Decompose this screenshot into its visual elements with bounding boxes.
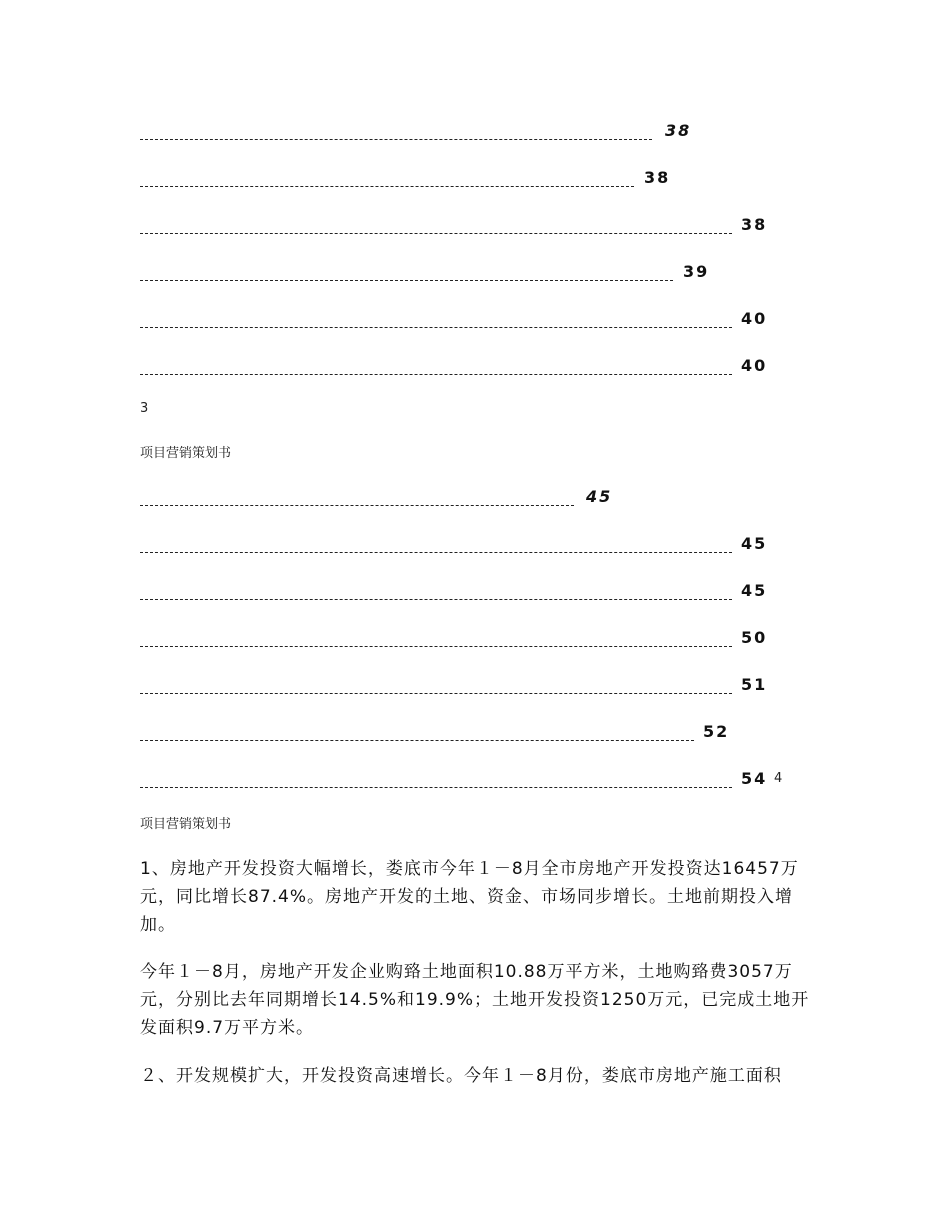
- leader-dashes: [140, 186, 634, 187]
- leader-dashes: [140, 233, 732, 234]
- leader-dashes: [140, 552, 732, 553]
- toc-page-number: 52: [703, 722, 730, 741]
- page-header: 项目营销策划书: [140, 817, 232, 832]
- toc-entry: [140, 766, 800, 790]
- leader-dashes: [140, 327, 732, 328]
- toc-page-number: 50: [741, 628, 768, 647]
- page-header: 项目营销策划书: [140, 446, 232, 461]
- leader-dashes: [140, 646, 732, 647]
- body-paragraph-1: 1、房地产开发投资大幅增长，娄底市今年１－8月全市房地产开发投资达16457万元，同比增长87.4%。房地产开发的土地、资金、市场同步增长。土地前期投入增加。: [140, 859, 799, 935]
- leader-dashes: [140, 374, 732, 375]
- toc-page-number: 38: [741, 215, 768, 234]
- leader-dashes: [140, 599, 732, 600]
- toc-page-number: 39: [683, 262, 710, 281]
- toc-page-number: 51: [741, 675, 768, 694]
- page-number: 4: [774, 771, 783, 786]
- body-paragraph-2: 今年１－8月，房地产开发企业购臵土地面积10.88万平方米，土地购臵费3057万元，分别比去年同期增长14.5%和19.9%；土地开发投资1250万元，已完成土地开发面积9.7万平方米。: [140, 962, 810, 1038]
- leader-dashes: [140, 740, 694, 741]
- body-paragraph-3: ２、开发规模扩大，开发投资高速增长。今年１－8月份，娄底市房地产施工面积: [140, 1066, 782, 1086]
- toc-page-number: 45: [741, 581, 768, 600]
- page-number: 3: [140, 401, 149, 416]
- toc-page-number: 45: [586, 487, 613, 506]
- toc-entry: [140, 484, 620, 508]
- toc-page-number: 38: [644, 168, 671, 187]
- leader-dashes: [140, 787, 732, 788]
- toc-page-number: 54: [741, 769, 768, 788]
- toc-page-number: 40: [741, 356, 768, 375]
- leader-dashes: [140, 139, 652, 140]
- toc-entry: [140, 672, 780, 696]
- toc-entry: [140, 353, 780, 377]
- toc-page-number: 45: [741, 534, 768, 553]
- toc-entry: [140, 306, 780, 330]
- toc-entry: [140, 578, 780, 602]
- toc-entry: [140, 625, 780, 649]
- toc-entry: [140, 118, 700, 142]
- toc-page-number: 38: [665, 121, 692, 140]
- toc-entry: [140, 719, 760, 743]
- toc-entry: [140, 531, 780, 555]
- leader-dashes: [140, 693, 732, 694]
- toc-entry: [140, 212, 780, 236]
- leader-dashes: [140, 505, 574, 506]
- leader-dashes: [140, 280, 673, 281]
- toc-page-number: 40: [741, 309, 768, 328]
- toc-entry: [140, 259, 740, 283]
- toc-entry: [140, 165, 700, 189]
